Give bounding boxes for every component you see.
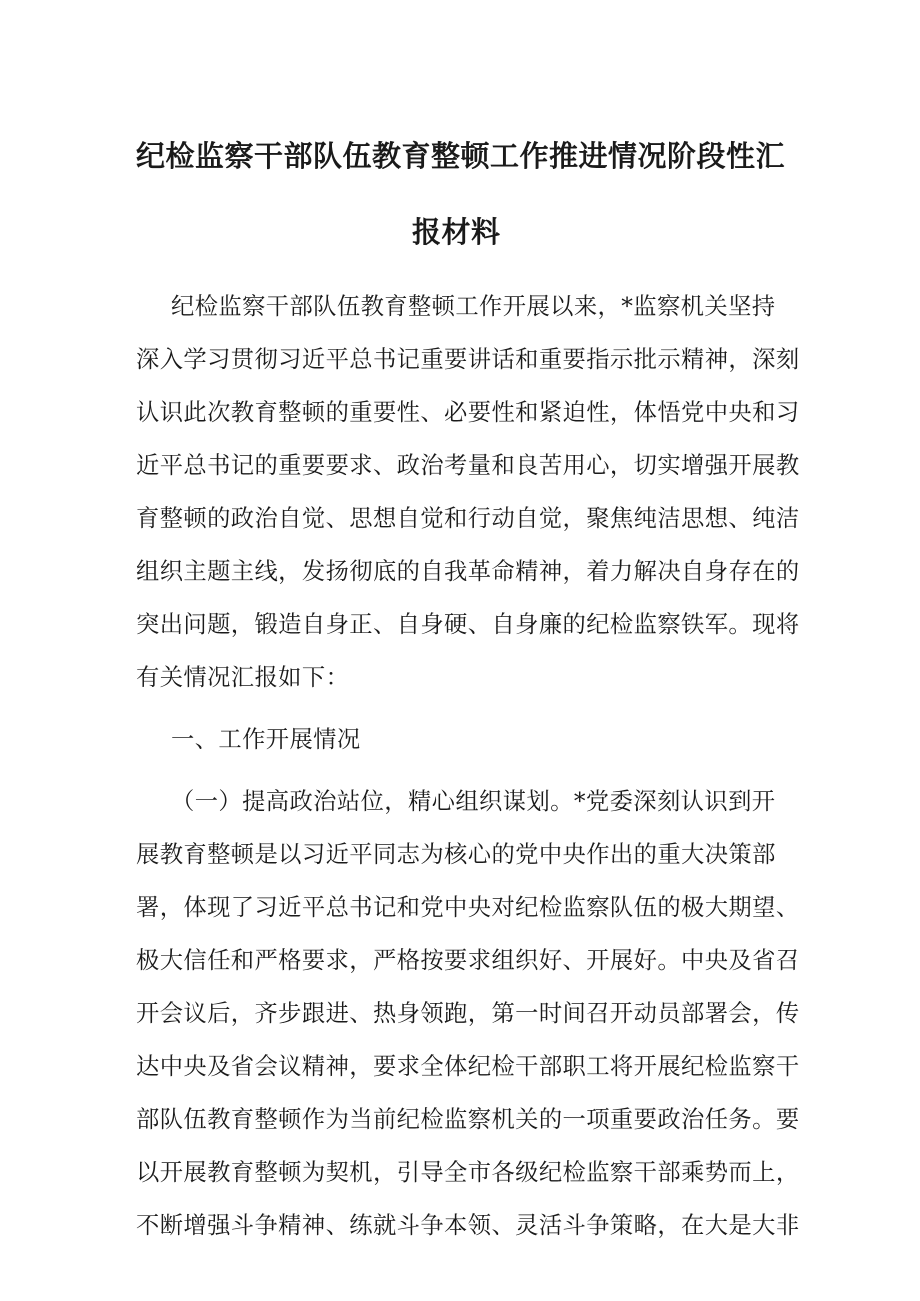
paragraph-2-line: 以开展教育整顿为契机，引导全市各级纪检监察干部乘势而上，: [136, 1159, 800, 1186]
paragraph-2-line: （一）提高政治站位，精心组织谋划。*党委深刻认识到开: [171, 788, 776, 815]
paragraph-2-line: 部队伍教育整顿作为当前纪检监察机关的一项重要政治任务。要: [136, 1106, 800, 1133]
paragraph-2-line: 达中央及省会议精神，要求全体纪检干部职工将开展纪检监察干: [136, 1053, 800, 1080]
document-title-line-1: 纪检监察干部队伍教育整顿工作推进情况阶段性汇: [136, 139, 786, 173]
paragraph-1-line: 突出问题，锻造自身正、自身硬、自身廉的纪检监察铁军。现将: [136, 611, 800, 638]
document-title-line-2: 报材料: [412, 215, 501, 249]
paragraph-1-line: 有关情况汇报如下：: [136, 664, 350, 691]
paragraph-1-line: 深入学习贯彻习近平总书记重要讲话和重要指示批示精神，深刻: [136, 346, 800, 373]
paragraph-2-line: 署，体现了习近平总书记和党中央对纪检监察队伍的极大期望、: [136, 894, 800, 921]
paragraph-2-line: 极大信任和严格要求，严格按要求组织好、开展好。中央及省召: [136, 947, 800, 974]
paragraph-1-line: 育整顿的政治自觉、思想自觉和行动自觉，聚焦纯洁思想、纯洁: [136, 505, 800, 532]
paragraph-1-line: 近平总书记的重要要求、政治考量和良苦用心，切实增强开展教: [136, 452, 800, 479]
paragraph-1-line: 纪检监察干部队伍教育整顿工作开展以来，*监察机关坚持: [171, 293, 776, 320]
paragraph-2-line: 展教育整顿是以习近平同志为核心的党中央作出的重大决策部: [136, 841, 776, 868]
paragraph-1-line: 认识此次教育整顿的重要性、必要性和紧迫性，体悟党中央和习: [136, 399, 800, 426]
paragraph-2-line: 开会议后，齐步跟进、热身领跑，第一时间召开动员部署会，传: [136, 1000, 800, 1027]
paragraph-1-line: 组织主题主线，发扬彻底的自我革命精神，着力解决自身存在的: [136, 558, 800, 585]
paragraph-2-line: 不断增强斗争精神、练就斗争本领、灵活斗争策略，在大是大非: [136, 1212, 800, 1239]
section-heading: 一、工作开展情况: [171, 726, 361, 753]
